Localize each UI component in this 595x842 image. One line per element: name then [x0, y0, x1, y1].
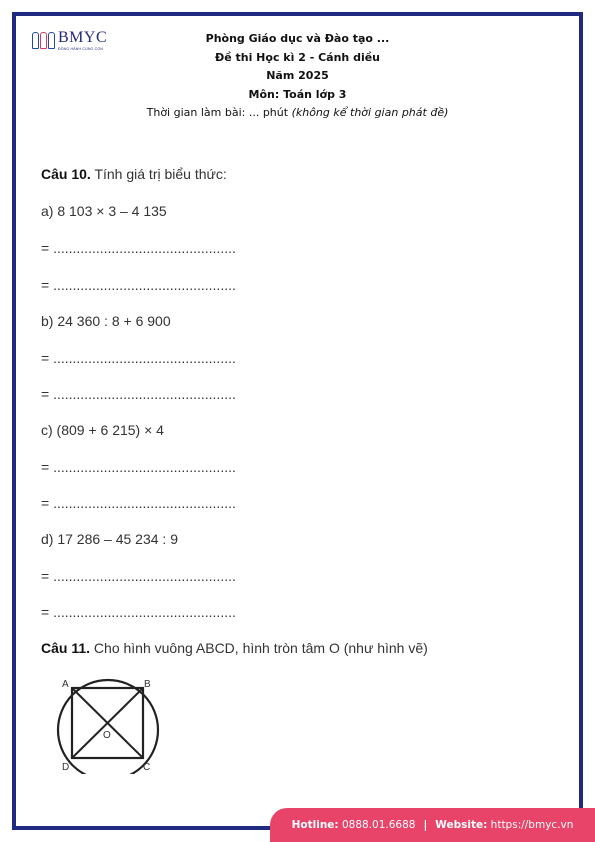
- q10-part-a: a) 8 103 × 3 – 4 135: [41, 203, 167, 219]
- point-d-label: D: [62, 762, 70, 773]
- q10-part-b: b) 24 360 : 8 + 6 900: [41, 313, 171, 329]
- question-11-label: Câu 11.: [41, 640, 91, 656]
- header-subject: Môn: Toán lớp 3: [248, 87, 347, 101]
- point-b-label: B: [144, 679, 151, 690]
- point-c-label: C: [143, 762, 151, 773]
- question-10-label: Câu 10.: [41, 166, 91, 182]
- header-duration: [0, 104, 595, 123]
- contact-footer: [270, 808, 595, 842]
- answer-line: = ...............................................: [41, 277, 236, 293]
- website-link[interactable]: https://bmyc.vn: [490, 819, 574, 831]
- answer-line: = ...............................................: [41, 568, 236, 584]
- logo-name: BMYC: [58, 29, 108, 46]
- hotline-number[interactable]: 0888.01.6688: [341, 819, 416, 831]
- point-a-label: A: [62, 679, 69, 690]
- logo-tagline: ĐỒNG HÀNH CÙNG CON: [58, 47, 104, 51]
- hotline-label: Hotline:: [291, 819, 339, 831]
- exam-header: [0, 30, 595, 123]
- duration-text: Thời gian làm bài: ... phút: [146, 106, 292, 119]
- question-11-heading: [41, 640, 428, 656]
- header-department: Phòng Giáo dục và Đào tạo ...: [205, 32, 390, 45]
- answer-line: = ...............................................: [41, 350, 236, 366]
- point-o-label: O: [103, 730, 111, 741]
- question-10-heading: [41, 166, 227, 182]
- question-10-prompt: Tính giá trị biểu thức:: [90, 166, 227, 182]
- header-exam-title: Đề thi Học kì 2 - Cánh diều: [214, 50, 381, 64]
- header-year: Năm 2025: [266, 69, 329, 82]
- footer-separator: |: [423, 819, 428, 831]
- answer-line: = ...............................................: [41, 604, 236, 620]
- question-11-prompt: Cho hình vuông ABCD, hình tròn tâm O (như hình vẽ): [90, 640, 428, 656]
- answer-line: = ...............................................: [41, 495, 236, 511]
- duration-note: (không kể thời gian phát đề): [291, 106, 449, 119]
- square-circle-figure: [54, 674, 164, 774]
- q10-part-c: c) (809 + 6 215) × 4: [41, 422, 164, 438]
- answer-line: = ...............................................: [41, 459, 236, 475]
- website-label: Website:: [435, 819, 488, 831]
- answer-line: = ...............................................: [41, 240, 236, 256]
- answer-line: = ...............................................: [41, 386, 236, 402]
- q10-part-d: d) 17 286 – 45 234 : 9: [41, 531, 178, 547]
